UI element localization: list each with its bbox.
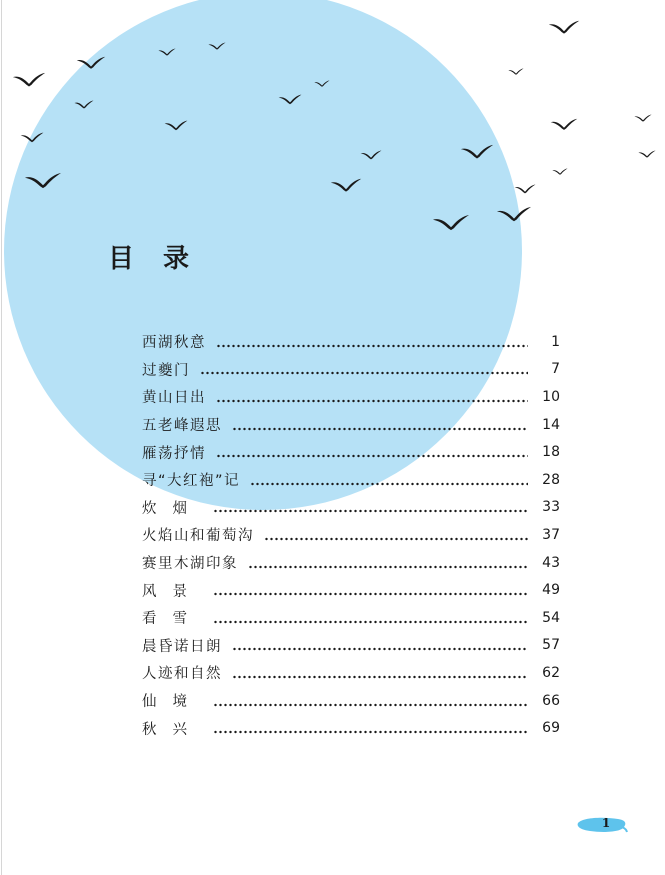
toc-entry-title: 秋兴 [142, 721, 203, 738]
dot-leader [232, 638, 528, 652]
toc-entry-page: 57 [542, 637, 560, 654]
toc-entry-title: 仙境 [142, 694, 203, 711]
dot-leader [232, 418, 528, 432]
bird-silhouette-icon [158, 48, 176, 56]
toc-entry [142, 576, 560, 604]
toc-entry [142, 632, 560, 660]
toc-entry-title: 过夔门 [142, 362, 190, 379]
toc-entry [142, 494, 560, 522]
toc-entry-page: 54 [542, 609, 560, 626]
bird-silhouette-icon [432, 214, 470, 231]
dot-leader [213, 583, 528, 597]
toc-entry-title: 火焰山和葡萄沟 [142, 528, 254, 545]
bird-silhouette-icon [638, 150, 656, 158]
toc-entry-page: 18 [542, 444, 560, 461]
dot-leader [264, 528, 528, 542]
toc-entry-page: 62 [542, 664, 560, 681]
toc-entry-title: 雁荡抒情 [142, 445, 206, 462]
toc-entry-page: 28 [542, 471, 560, 488]
toc-entry [142, 687, 560, 715]
toc-entry-page: 69 [542, 720, 560, 737]
bird-silhouette-icon [164, 120, 188, 131]
bird-silhouette-icon [20, 132, 44, 143]
dot-leader [213, 694, 528, 708]
bird-silhouette-icon [208, 42, 226, 50]
bird-silhouette-icon [634, 114, 652, 122]
dot-leader [216, 390, 528, 404]
toc-entry-title: 人迹和自然 [142, 666, 222, 683]
toc-entry-title: 黄山日出 [142, 390, 206, 407]
toc-entry-title: 晨昏诺日朗 [142, 638, 222, 655]
bird-silhouette-icon [76, 56, 106, 70]
toc-entry-page: 43 [542, 554, 560, 571]
toc-entry-title: 五老峰遐思 [142, 418, 222, 435]
bird-silhouette-icon [548, 20, 580, 34]
toc-entry-title: 炊烟 [142, 500, 203, 517]
dot-leader [248, 556, 528, 570]
toc-entry-title: 寻“大红袍”记 [142, 473, 241, 490]
bird-silhouette-icon [314, 80, 330, 87]
dot-leader [213, 500, 528, 514]
toc-entry-title: 风景 [142, 583, 203, 600]
toc-entry [142, 521, 560, 549]
table-of-contents [142, 328, 560, 742]
toc-entry-page: 7 [551, 361, 560, 378]
toc-entry [142, 356, 560, 384]
toc-entry [142, 659, 560, 687]
bird-silhouette-icon [460, 144, 494, 159]
toc-entry [142, 438, 560, 466]
dot-leader [213, 611, 528, 625]
bird-silhouette-icon [508, 68, 524, 75]
toc-entry [142, 549, 560, 577]
bird-silhouette-icon [550, 118, 578, 131]
bird-silhouette-icon [496, 206, 532, 222]
toc-entry-title: 看雪 [142, 611, 203, 628]
dot-leader [200, 362, 528, 376]
bird-silhouette-icon [360, 150, 382, 160]
bird-silhouette-icon [12, 72, 46, 87]
flock-of-birds [0, 0, 665, 240]
dot-leader [216, 335, 528, 349]
toc-entry-page: 14 [542, 416, 560, 433]
bird-silhouette-icon [74, 100, 94, 109]
toc-entry-title: 赛里木湖印象 [142, 556, 238, 573]
page-number: 1 [601, 816, 611, 830]
dot-leader [216, 445, 528, 459]
toc-entry [142, 411, 560, 439]
bird-silhouette-icon [514, 184, 536, 194]
toc-entry-title: 西湖秋意 [142, 335, 206, 352]
dot-leader [232, 666, 528, 680]
toc-entry-page: 1 [551, 333, 560, 350]
dot-leader [213, 721, 528, 735]
bird-silhouette-icon [278, 94, 302, 105]
toc-entry-page: 10 [542, 388, 560, 405]
toc-entry-page: 33 [542, 499, 560, 516]
toc-entry-page: 49 [542, 582, 560, 599]
toc-entry [142, 328, 560, 356]
toc-entry [142, 383, 560, 411]
dot-leader [250, 473, 528, 487]
bird-silhouette-icon [552, 168, 568, 175]
bird-silhouette-icon [24, 172, 62, 189]
toc-entry-page: 37 [542, 526, 560, 543]
toc-entry [142, 604, 560, 632]
toc-entry-page: 66 [542, 692, 560, 709]
toc-entry [142, 714, 560, 742]
bird-silhouette-icon [330, 178, 362, 192]
toc-entry [142, 466, 560, 494]
toc-heading: 目 录 [108, 244, 200, 274]
